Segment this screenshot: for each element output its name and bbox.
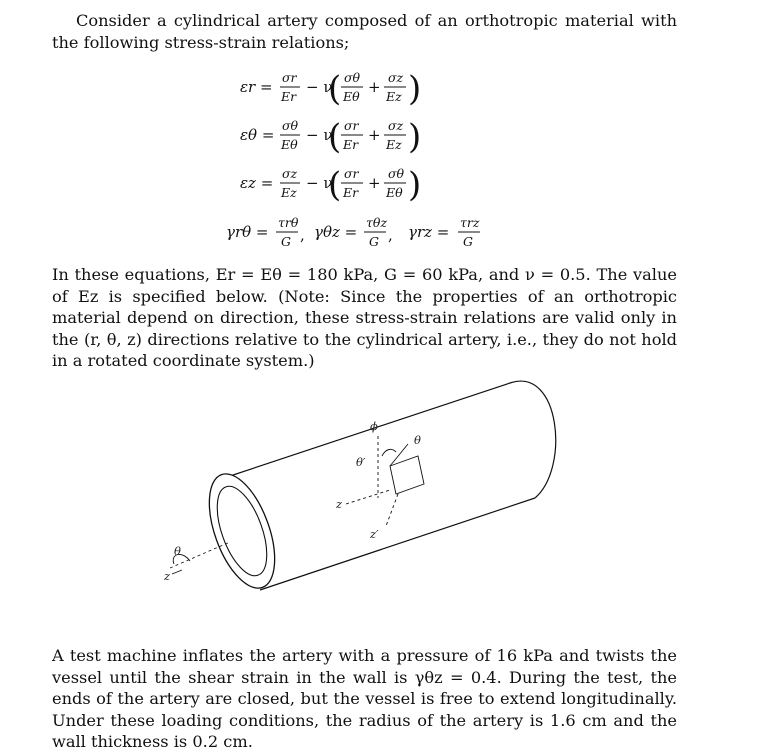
eq4-comma2: , [388,226,393,244]
eq3-lhs: εz = [240,174,274,192]
eq4-tau-theta-z: τθz [366,215,388,230]
cylinder-bottom-edge [260,498,535,590]
eq4-comma1: , [300,226,305,244]
theta-label: θ [414,433,421,447]
z-axis-arrow [172,570,182,574]
cylinder-far-end [510,381,556,498]
eq4-g2-denominator: G [369,234,379,249]
equation-epsilon-theta [240,117,421,157]
eq4-tau-r-theta: τrθ [278,215,299,230]
eq3-b-denominator: Eθ [386,185,403,200]
eq4-g3-denominator: G [463,234,473,249]
cylinder-body [230,381,556,590]
eq2-term1-denominator: Eθ [281,137,298,152]
z-label: z [336,497,343,511]
z-prime-dashed [386,494,398,526]
eq1-a-denominator: Eθ [343,89,360,104]
eq3-a-denominator: Er [343,185,359,200]
eq3-term1-denominator: Ez [281,185,297,200]
eq1-right-paren: ) [408,69,422,109]
phi-arc [382,449,396,456]
outer-wall-ellipse [196,465,288,596]
eq3-right-paren: ) [408,165,422,205]
eq1-a-numerator: σθ [344,70,361,85]
intro-text: Consider a cylindrical artery composed of an orthotropic material with the following stress-strain relations; [52,11,677,52]
eq2-b-denominator: Ez [386,137,402,152]
eq1-minus-nu: − ν [306,78,333,96]
intro-paragraph [52,10,677,53]
eq1-plus: + [368,78,381,96]
wall-element [346,436,424,526]
stress-strain-equations [220,60,520,260]
eq2-a-numerator: σr [344,118,359,133]
eq2-term1-numerator: σθ [282,118,299,133]
eq3-left-paren: ( [328,165,342,205]
eq4-gamma-r-theta-lhs: γrθ = [226,223,269,241]
eq1-lhs: εr = [240,78,273,96]
eq2-b-numerator: σz [388,118,404,133]
eq4-gamma-theta-z-lhs: γθz = [314,223,358,241]
eq4-tau-rz: τrz [460,215,480,230]
eq3-b-numerator: σθ [388,166,405,181]
equation-epsilon-z [240,165,421,205]
test-conditions-paragraph [52,645,677,753]
eq2-lhs: εθ = [240,126,275,144]
theta-prime-label: θ′ [356,455,366,469]
eq2-left-paren: ( [328,117,342,157]
eq2-minus-nu: − ν [306,126,333,144]
eq4-g1-denominator: G [281,234,291,249]
eq1-left-paren: ( [328,69,342,109]
eq1-term1-denominator: Er [281,89,297,104]
parameters-text: In these equations, Er = Eθ = 180 kPa, G = 60 kPa, and ν = 0.5. The value of Ez is specified below. (Note: Since the properties of an orthotropic material depend on direction, these stress-strain relations are valid only in the (r, θ, z) directions relative to the cylindrical artery, i.e., they do not hold in a rotated coordinate system.) [52,265,677,370]
artery-cylinder-figure [150,378,590,598]
eq2-plus: + [368,126,381,144]
phi-label: ϕ [370,419,378,433]
eq2-a-denominator: Er [343,137,359,152]
eq3-plus: + [368,174,381,192]
eq1-b-numerator: σz [388,70,404,85]
theta-axis-label: θ [174,544,181,558]
parameters-paragraph [52,264,677,372]
eq3-a-numerator: σr [344,166,359,181]
eq1-term1-numerator: σr [282,70,297,85]
z-direction-dashed [346,490,390,504]
z-prime-label: z′ [370,527,379,541]
eq1-b-denominator: Ez [386,89,402,104]
eq2-right-paren: ) [408,117,422,157]
equation-shear-strains [226,215,480,249]
test-conditions-text: A test machine inflates the artery with a pressure of 16 kPa and twists the vessel until the shear strain in the wall is γθz = 0.4. During the test, the ends of the artery are closed, but the vessel is free to extend longitudinally. Under these loading conditions, the radius of the artery is 1.6 cm and the wall thickness is 0.2 cm. [52,646,677,751]
eq3-term1-numerator: σz [282,166,298,181]
equation-epsilon-r [240,69,421,109]
z-axis-label: z [164,569,171,583]
eq3-minus-nu: − ν [306,174,333,192]
rotated-element [390,456,424,494]
eq4-gamma-rz-lhs: γrz = [408,223,450,241]
